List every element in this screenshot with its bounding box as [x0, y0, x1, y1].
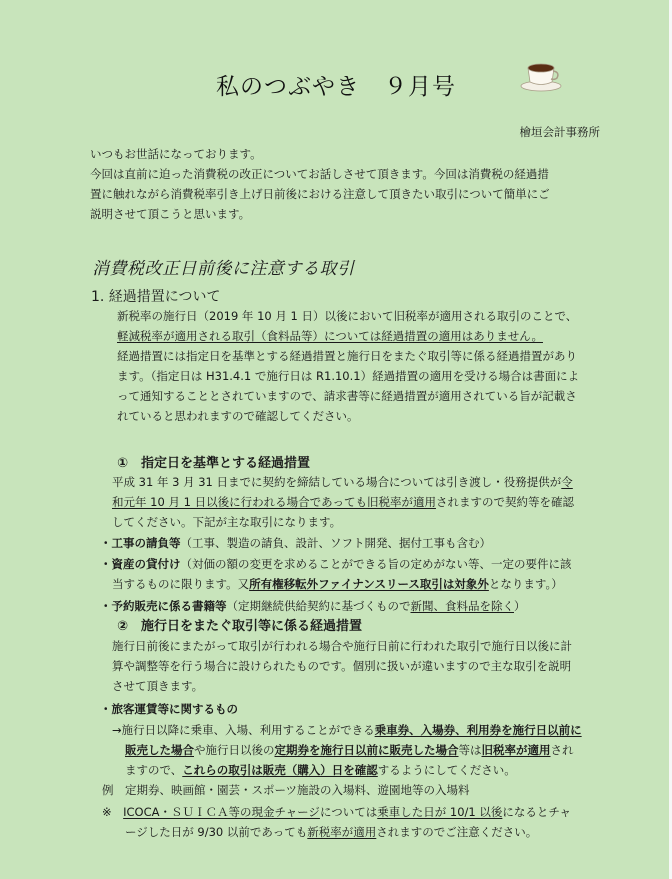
fares-line-1: →施行日以降に乗車、入場、利用することができる乗車券、入場券、利用券を施行日以前に [112, 723, 582, 737]
section-1-line-1: 新税率の施行日（2019 年 10 月 1 日）以後において旧税率が適用される取引のことで、 [117, 309, 578, 323]
subsection-1-title: ① 指定日を基準とする経過措置 [117, 456, 311, 471]
section-1-line-4: ます。（指定日は H31.4.1 で施行日は R1.10.1）経過措置の適用を受ける場合は書面によ [117, 369, 580, 383]
subsection-2-title: ② 施行日をまたぐ取引等に係る経過措置 [117, 619, 363, 634]
sub2-line-1: 施行日前後にまたがって取引が行われる場合や施行日前に行われた取引で施行日以後に計 [112, 639, 572, 653]
sub2-line-3: させて頂きます。 [112, 679, 204, 693]
intro-line-3: 置に触れながら消費税率引き上げ日前後における注意して頂きたい取引について簡単にご [90, 187, 550, 201]
section-1-title: 1. 経過措置について [91, 289, 221, 305]
sub2-line-2: 算や調整等を行う場合に設けられたものです。個別に扱いが違いますので主な取引を説明 [112, 659, 572, 673]
sub1-line-1: 平成 31 年 3 月 31 日までに契約を締結している場合については引き渡し・役務提供が令 [112, 475, 573, 489]
intro-line-2: 今回は直前に迫った消費税の改正についてお話しさせて頂きます。今回は消費税の経過措 [90, 167, 549, 181]
section-1-line-5: って通知することとされていますので、請求書等に経過措置が適用されている旨が記載さ [117, 389, 577, 403]
sub1-line-2: 和元年 10 月 1 日以後に行われる場合であっても旧税率が適用されますので契約等を確認 [112, 495, 574, 509]
main-heading: 消費税改正日前後に注意する取引 [92, 259, 355, 279]
bullet-leasing-cont: 当するものに限ります。又所有権移転外ファイナンスリース取引は対象外となります。） [112, 577, 563, 591]
fares-line-2: 販売した場合や施行日以後の定期券を施行日以前に販売した場合等は旧税率が適用され [125, 743, 574, 757]
section-1-line-2: 軽減税率が適用される取引（食料品等）については経過措置の適用はありません。 [117, 329, 543, 343]
fares-line-3: ますので、これらの取引は販売（購入）日を確認するようにしてください。 [125, 763, 516, 777]
note-line-1: ※ ICOCA・ＳＵＩＣＡ等の現金チャージについては乗車した日が 10/1 以後になるとチャ [102, 805, 572, 819]
section-1-line-6: れていると思われますので確認してください。 [117, 409, 359, 423]
section-1-line-3: 経過措置には指定日を基準とする経過措置と施行日をまたぐ取引等に係る経過措置があり [117, 349, 577, 363]
office-name: 檜垣会計事務所 [519, 125, 600, 139]
example-line: 例 定期券、映画館・園芸・スポーツ施設の入場料、遊園地等の入場料 [102, 783, 470, 797]
intro-line-1: いつもお世話になっております。 [90, 147, 262, 161]
coffee-cup-icon [519, 56, 563, 92]
bullet-fares: ・旅客運賃等に関するもの [100, 702, 238, 716]
note-line-2: ージした日が 9/30 以前であっても新税率が適用されますのでご注意ください。 [125, 825, 538, 839]
bullet-books: ・予約販売に係る書籍等（定期継続供給契約に基づくもので新聞、食料品を除く） [100, 599, 526, 613]
bullet-construction: ・工事の請負等（工事、製造の請負、設計、ソフト開発、据付工事も含む） [100, 536, 491, 550]
intro-line-4: 説明させて頂こうと思います。 [90, 207, 251, 221]
page-title: 私のつぶやき ９月号 [216, 74, 456, 100]
bullet-leasing: ・資産の貸付け（対価の額の変更を求めることができる旨の定めがない等、一定の要件に該 [100, 557, 572, 571]
sub1-line-3: してください。下記が主な取引になります。 [112, 515, 342, 529]
